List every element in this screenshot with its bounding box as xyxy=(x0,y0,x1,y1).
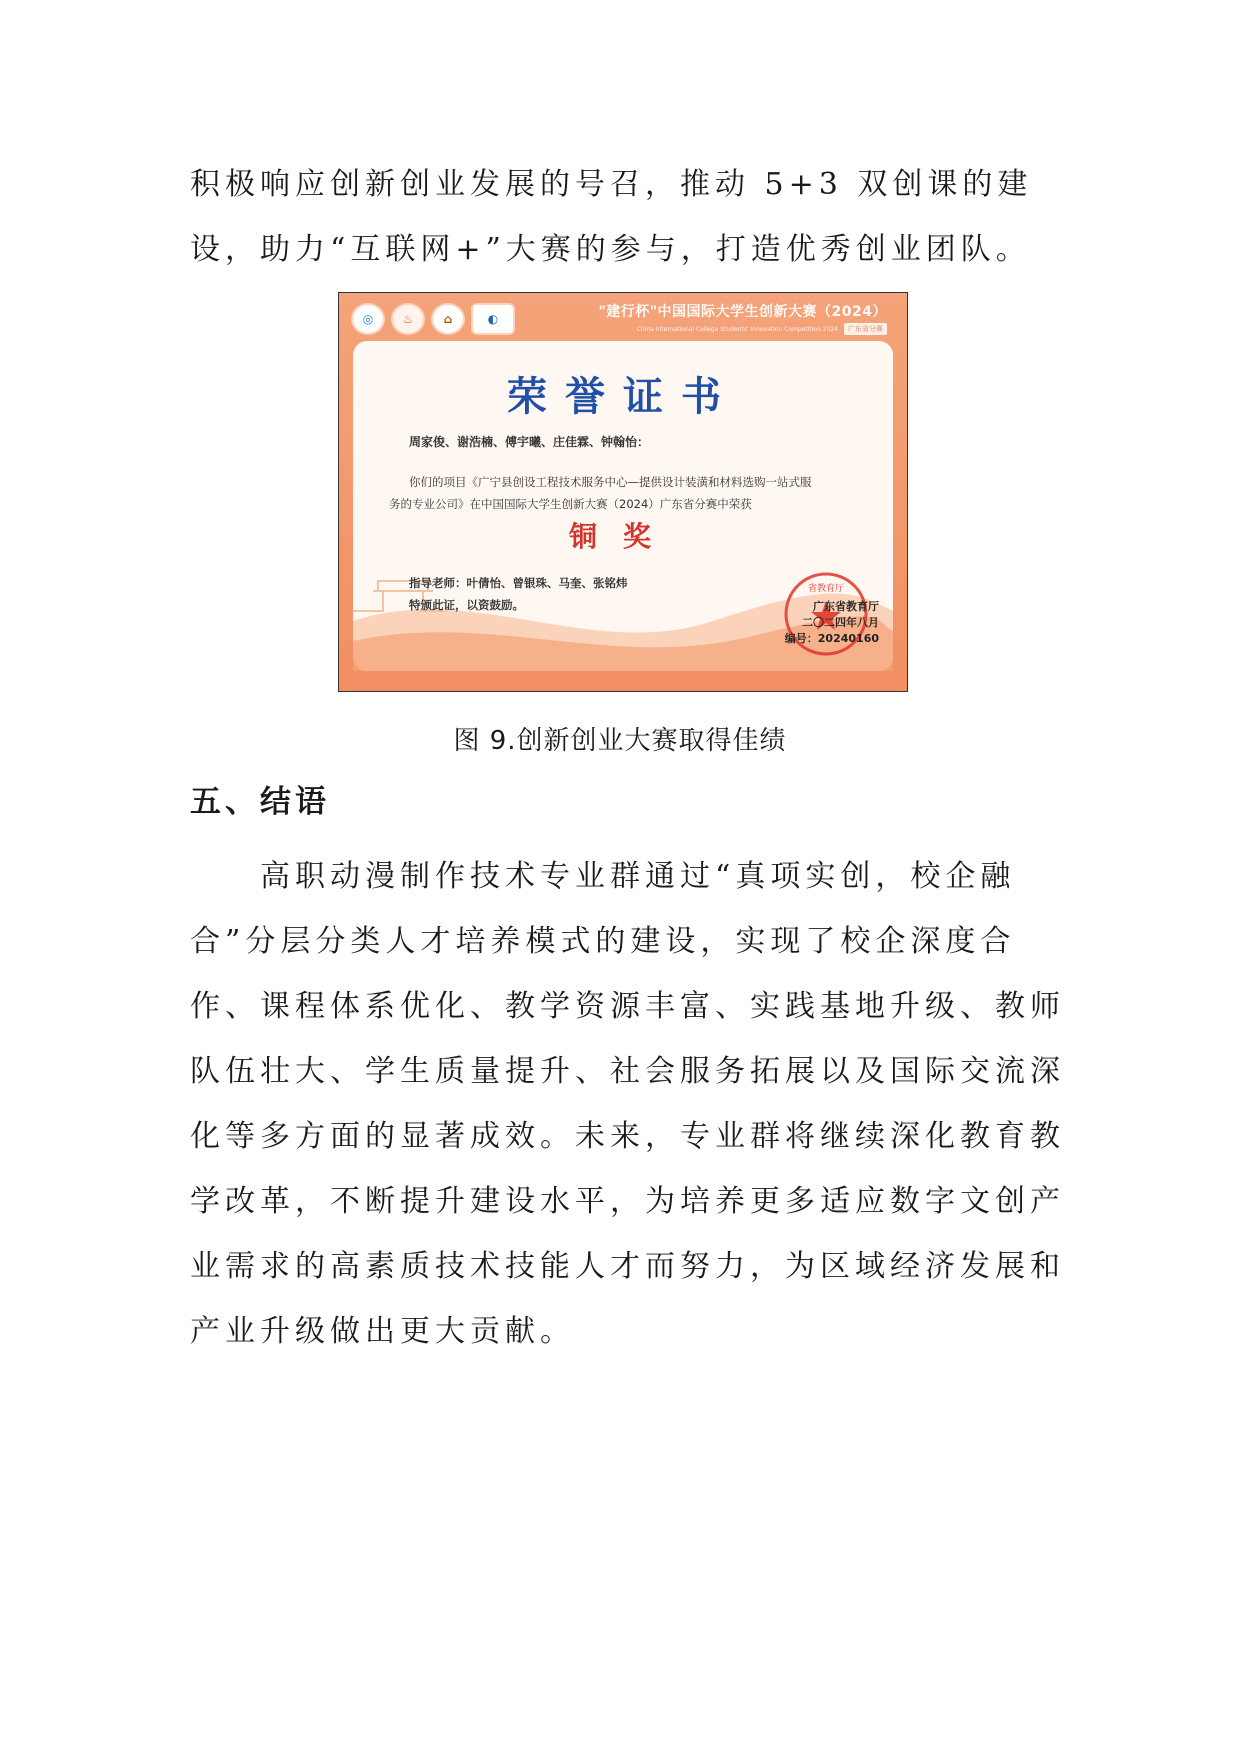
seal-text: 省教育厅 xyxy=(807,584,845,594)
bank-logo-icon: ◐ xyxy=(471,303,515,335)
certificate-issuer: 广东省教育厅 xyxy=(813,600,879,613)
certificate-issuer-block xyxy=(785,599,879,647)
certificate-header xyxy=(339,293,907,345)
conclusion-paragraph: 高职动漫制作技术专业群通过“真项实创，校企融合”分层分类人才培养模式的建设，实现了校企深度合作、课程体系优化、教学资源丰富、实践基地升级、教师队伍壮大、学生质量提升、社会服务拓展以及国际交流深化等多方面的显著成效。未来，专业群将继续深化教育教学改革，不断提升建设水平，为培养更多适应数字文创产业需求的高素质技术技能人才而努力，为区域经济发展和产业升级做出更大贡献。 xyxy=(190,859,1065,1349)
event-badge: 广东省分赛 xyxy=(844,323,887,335)
certificate-image xyxy=(338,292,908,692)
event-name: "建行杯"中国国际大学生创新大赛（2024） xyxy=(598,304,887,320)
event-english-name xyxy=(598,323,887,335)
event-english: China International College Students' Innovation Competition 2024 xyxy=(636,326,839,333)
section-heading: 五、结语 xyxy=(190,784,330,820)
university-logo-icon: ⌂ xyxy=(431,303,465,335)
certificate-body-line-1: 你们的项目《广宁县创设工程技术服务中心—提供设计装潢和材料选购一站式服 xyxy=(409,475,812,489)
certificate-number: 编号：20240160 xyxy=(784,632,879,645)
certificate-body-line-2: 务的专业公司》在中国国际大学生创新大赛（2024）广东省分赛中荣获 xyxy=(389,497,752,511)
certificate-recipients: 周家俊、谢浩楠、傅宇曦、庄佳霖、钟翰怡： xyxy=(409,435,650,449)
certificate-closing: 特颁此证，以资鼓励。 xyxy=(409,598,524,612)
flame-logo-icon: ♨ xyxy=(391,303,425,335)
certificate-body xyxy=(389,471,859,515)
competition-logo-icon: ◎ xyxy=(351,303,385,335)
certificate-panel xyxy=(353,341,893,671)
certificate-logos xyxy=(351,303,515,335)
figure-caption: 图 9.创新创业大赛取得佳绩 xyxy=(453,726,787,756)
intro-paragraph: 积极响应创新创业发展的号召，推动 5+3 双创课的建设，助力“互联网+”大赛的参与，打造优秀创业团队。 xyxy=(190,167,1033,267)
certificate-date: 二〇二四年八月 xyxy=(802,616,879,629)
certificate-advisors: 指导老师：叶倩怡、曾银珠、马奎、张铭炜 xyxy=(409,576,628,590)
certificate-title: 荣誉证书 xyxy=(507,373,739,420)
event-title-block xyxy=(598,301,887,335)
certificate-award: 铜奖 xyxy=(568,520,677,553)
